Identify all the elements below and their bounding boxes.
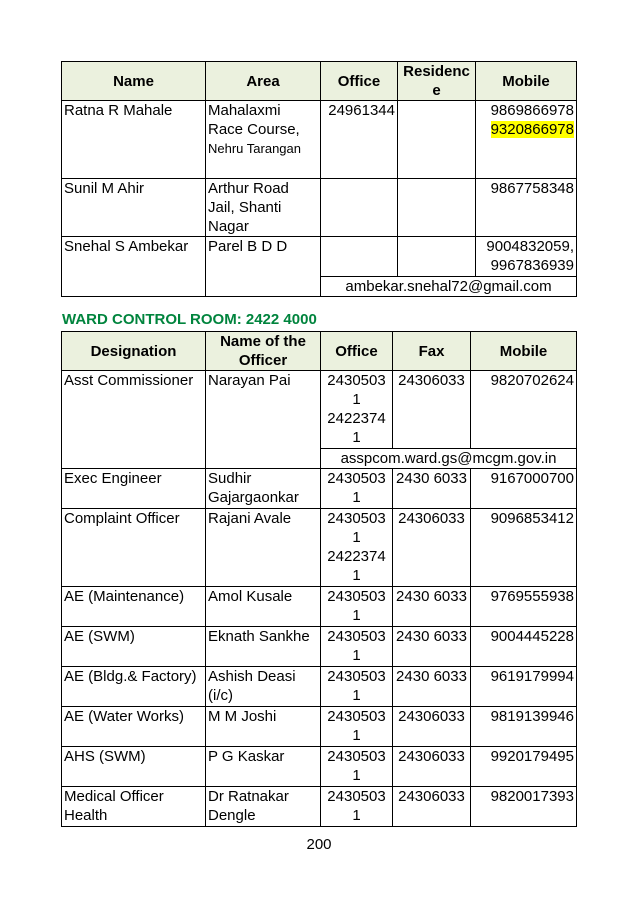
cell-mobile: 9819139946 — [471, 707, 577, 747]
header-residence: Residence — [398, 62, 476, 101]
office-number: 2430503 — [327, 510, 386, 527]
office-number: 1 — [352, 489, 361, 506]
cell-mobile: 9820017393 — [471, 787, 577, 827]
cell-mobile: 9867758348 — [476, 179, 577, 237]
cell-fax: 2430 6033 — [393, 627, 471, 667]
contacts-table — [61, 61, 577, 297]
office-number: 2422374 — [327, 410, 386, 427]
mobile-number-highlighted: 9320866978 — [490, 121, 574, 138]
office-number: 2430503 — [327, 668, 386, 685]
office-number: 1 — [352, 429, 361, 446]
area-line: Nehru Tarangan — [208, 141, 301, 156]
cell-office — [321, 747, 393, 787]
table-row — [62, 509, 577, 587]
cell-fax: 24306033 — [393, 371, 471, 449]
office-number: 2430503 — [327, 470, 386, 487]
cell-fax: 24306033 — [393, 747, 471, 787]
officers-table — [61, 331, 577, 827]
cell-office: 24961344 — [321, 101, 398, 179]
cell-fax: 24306033 — [393, 707, 471, 747]
cell-officer: Amol Kusale — [206, 587, 321, 627]
office-number: 1 — [352, 727, 361, 744]
cell-designation: AHS (SWM) — [62, 747, 206, 787]
cell-designation: Complaint Officer — [62, 509, 206, 587]
header-office: Office — [321, 62, 398, 101]
cell-mobile: 9820702624 — [471, 371, 577, 449]
table-row — [62, 371, 577, 449]
cell-area: Arthur Road Jail, Shanti Nagar — [206, 179, 321, 237]
table-header-row — [62, 62, 577, 101]
table-row — [62, 587, 577, 627]
cell-office — [321, 237, 398, 277]
table-row — [62, 787, 577, 827]
cell-office — [321, 587, 393, 627]
header-officer: Name of the Officer — [206, 332, 321, 371]
cell-name: Ratna R Mahale — [62, 101, 206, 179]
office-number: 2430503 — [327, 372, 386, 389]
cell-area: Parel B D D — [206, 237, 321, 297]
office-number: 1 — [352, 807, 361, 824]
cell-officer: Eknath Sankhe — [206, 627, 321, 667]
table-row — [62, 627, 577, 667]
header-mobile: Mobile — [471, 332, 577, 371]
page-number: 200 — [306, 836, 332, 853]
office-number: 1 — [352, 567, 361, 584]
cell-officer: Sudhir Gajargaonkar — [206, 469, 321, 509]
office-number: 2430503 — [327, 588, 386, 605]
cell-residence — [398, 237, 476, 277]
cell-fax: 2430 6033 — [393, 667, 471, 707]
cell-name: Sunil M Ahir — [62, 179, 206, 237]
mobile-number: 9004832059, — [486, 238, 574, 255]
cell-fax: 2430 6033 — [393, 587, 471, 627]
table-row — [62, 747, 577, 787]
ward-control-room-title: WARD CONTROL ROOM: 2422 4000 — [62, 311, 317, 328]
office-number: 2430503 — [327, 788, 386, 805]
cell-designation: Medical Officer Health — [62, 787, 206, 827]
office-number: 1 — [352, 647, 361, 664]
office-number: 2430503 — [327, 708, 386, 725]
mobile-number: 9869866978 — [490, 102, 574, 119]
table-row — [62, 667, 577, 707]
cell-mobile: 9004445228 — [471, 627, 577, 667]
office-number: 1 — [352, 391, 361, 408]
cell-officer: Ashish Deasi (i/c) — [206, 667, 321, 707]
mobile-number: 9967836939 — [490, 257, 574, 274]
area-line: Mahalaxmi Race Course, — [208, 102, 300, 138]
cell-designation: AE (Maintenance) — [62, 587, 206, 627]
office-number: 2430503 — [327, 628, 386, 645]
cell-residence — [398, 179, 476, 237]
header-mobile: Mobile — [476, 62, 577, 101]
cell-name: Snehal S Ambekar — [62, 237, 206, 297]
cell-mobile: 9167000700 — [471, 469, 577, 509]
cell-residence — [398, 101, 476, 179]
table-row — [62, 237, 577, 277]
office-number: 1 — [352, 767, 361, 784]
header-designation: Designation — [62, 332, 206, 371]
cell-office — [321, 667, 393, 707]
cell-office — [321, 787, 393, 827]
table-row — [62, 179, 577, 237]
cell-mobile: 9096853412 — [471, 509, 577, 587]
email-cell: ambekar.snehal72@gmail.com — [321, 277, 577, 297]
cell-office — [321, 371, 393, 449]
cell-office — [321, 707, 393, 747]
cell-designation: AE (SWM) — [62, 627, 206, 667]
cell-office — [321, 627, 393, 667]
cell-mobile — [476, 101, 577, 179]
cell-mobile — [476, 237, 577, 277]
cell-office — [321, 509, 393, 587]
cell-office — [321, 469, 393, 509]
cell-office — [321, 179, 398, 237]
cell-officer: Narayan Pai — [206, 371, 321, 469]
cell-designation: Asst Commissioner — [62, 371, 206, 469]
table-row — [62, 469, 577, 509]
cell-mobile: 9920179495 — [471, 747, 577, 787]
cell-fax: 24306033 — [393, 509, 471, 587]
cell-officer: P G Kaskar — [206, 747, 321, 787]
table-row — [62, 101, 577, 179]
header-name: Name — [62, 62, 206, 101]
cell-officer: M M Joshi — [206, 707, 321, 747]
cell-fax: 2430 6033 — [393, 469, 471, 509]
office-number: 2430503 — [327, 748, 386, 765]
table-header-row — [62, 332, 577, 371]
office-number: 1 — [352, 529, 361, 546]
cell-designation: AE (Water Works) — [62, 707, 206, 747]
cell-officer: Dr Ratnakar Dengle — [206, 787, 321, 827]
cell-officer: Rajani Avale — [206, 509, 321, 587]
cell-mobile: 9769555938 — [471, 587, 577, 627]
cell-designation: AE (Bldg.& Factory) — [62, 667, 206, 707]
header-fax: Fax — [393, 332, 471, 371]
cell-area — [206, 101, 321, 179]
email-cell: asspcom.ward.gs@mcgm.gov.in — [321, 449, 577, 469]
cell-mobile: 9619179994 — [471, 667, 577, 707]
office-number: 1 — [352, 607, 361, 624]
cell-designation: Exec Engineer — [62, 469, 206, 509]
office-number: 2422374 — [327, 548, 386, 565]
header-area: Area — [206, 62, 321, 101]
cell-fax: 24306033 — [393, 787, 471, 827]
table-row — [62, 707, 577, 747]
office-number: 1 — [352, 687, 361, 704]
header-office: Office — [321, 332, 393, 371]
